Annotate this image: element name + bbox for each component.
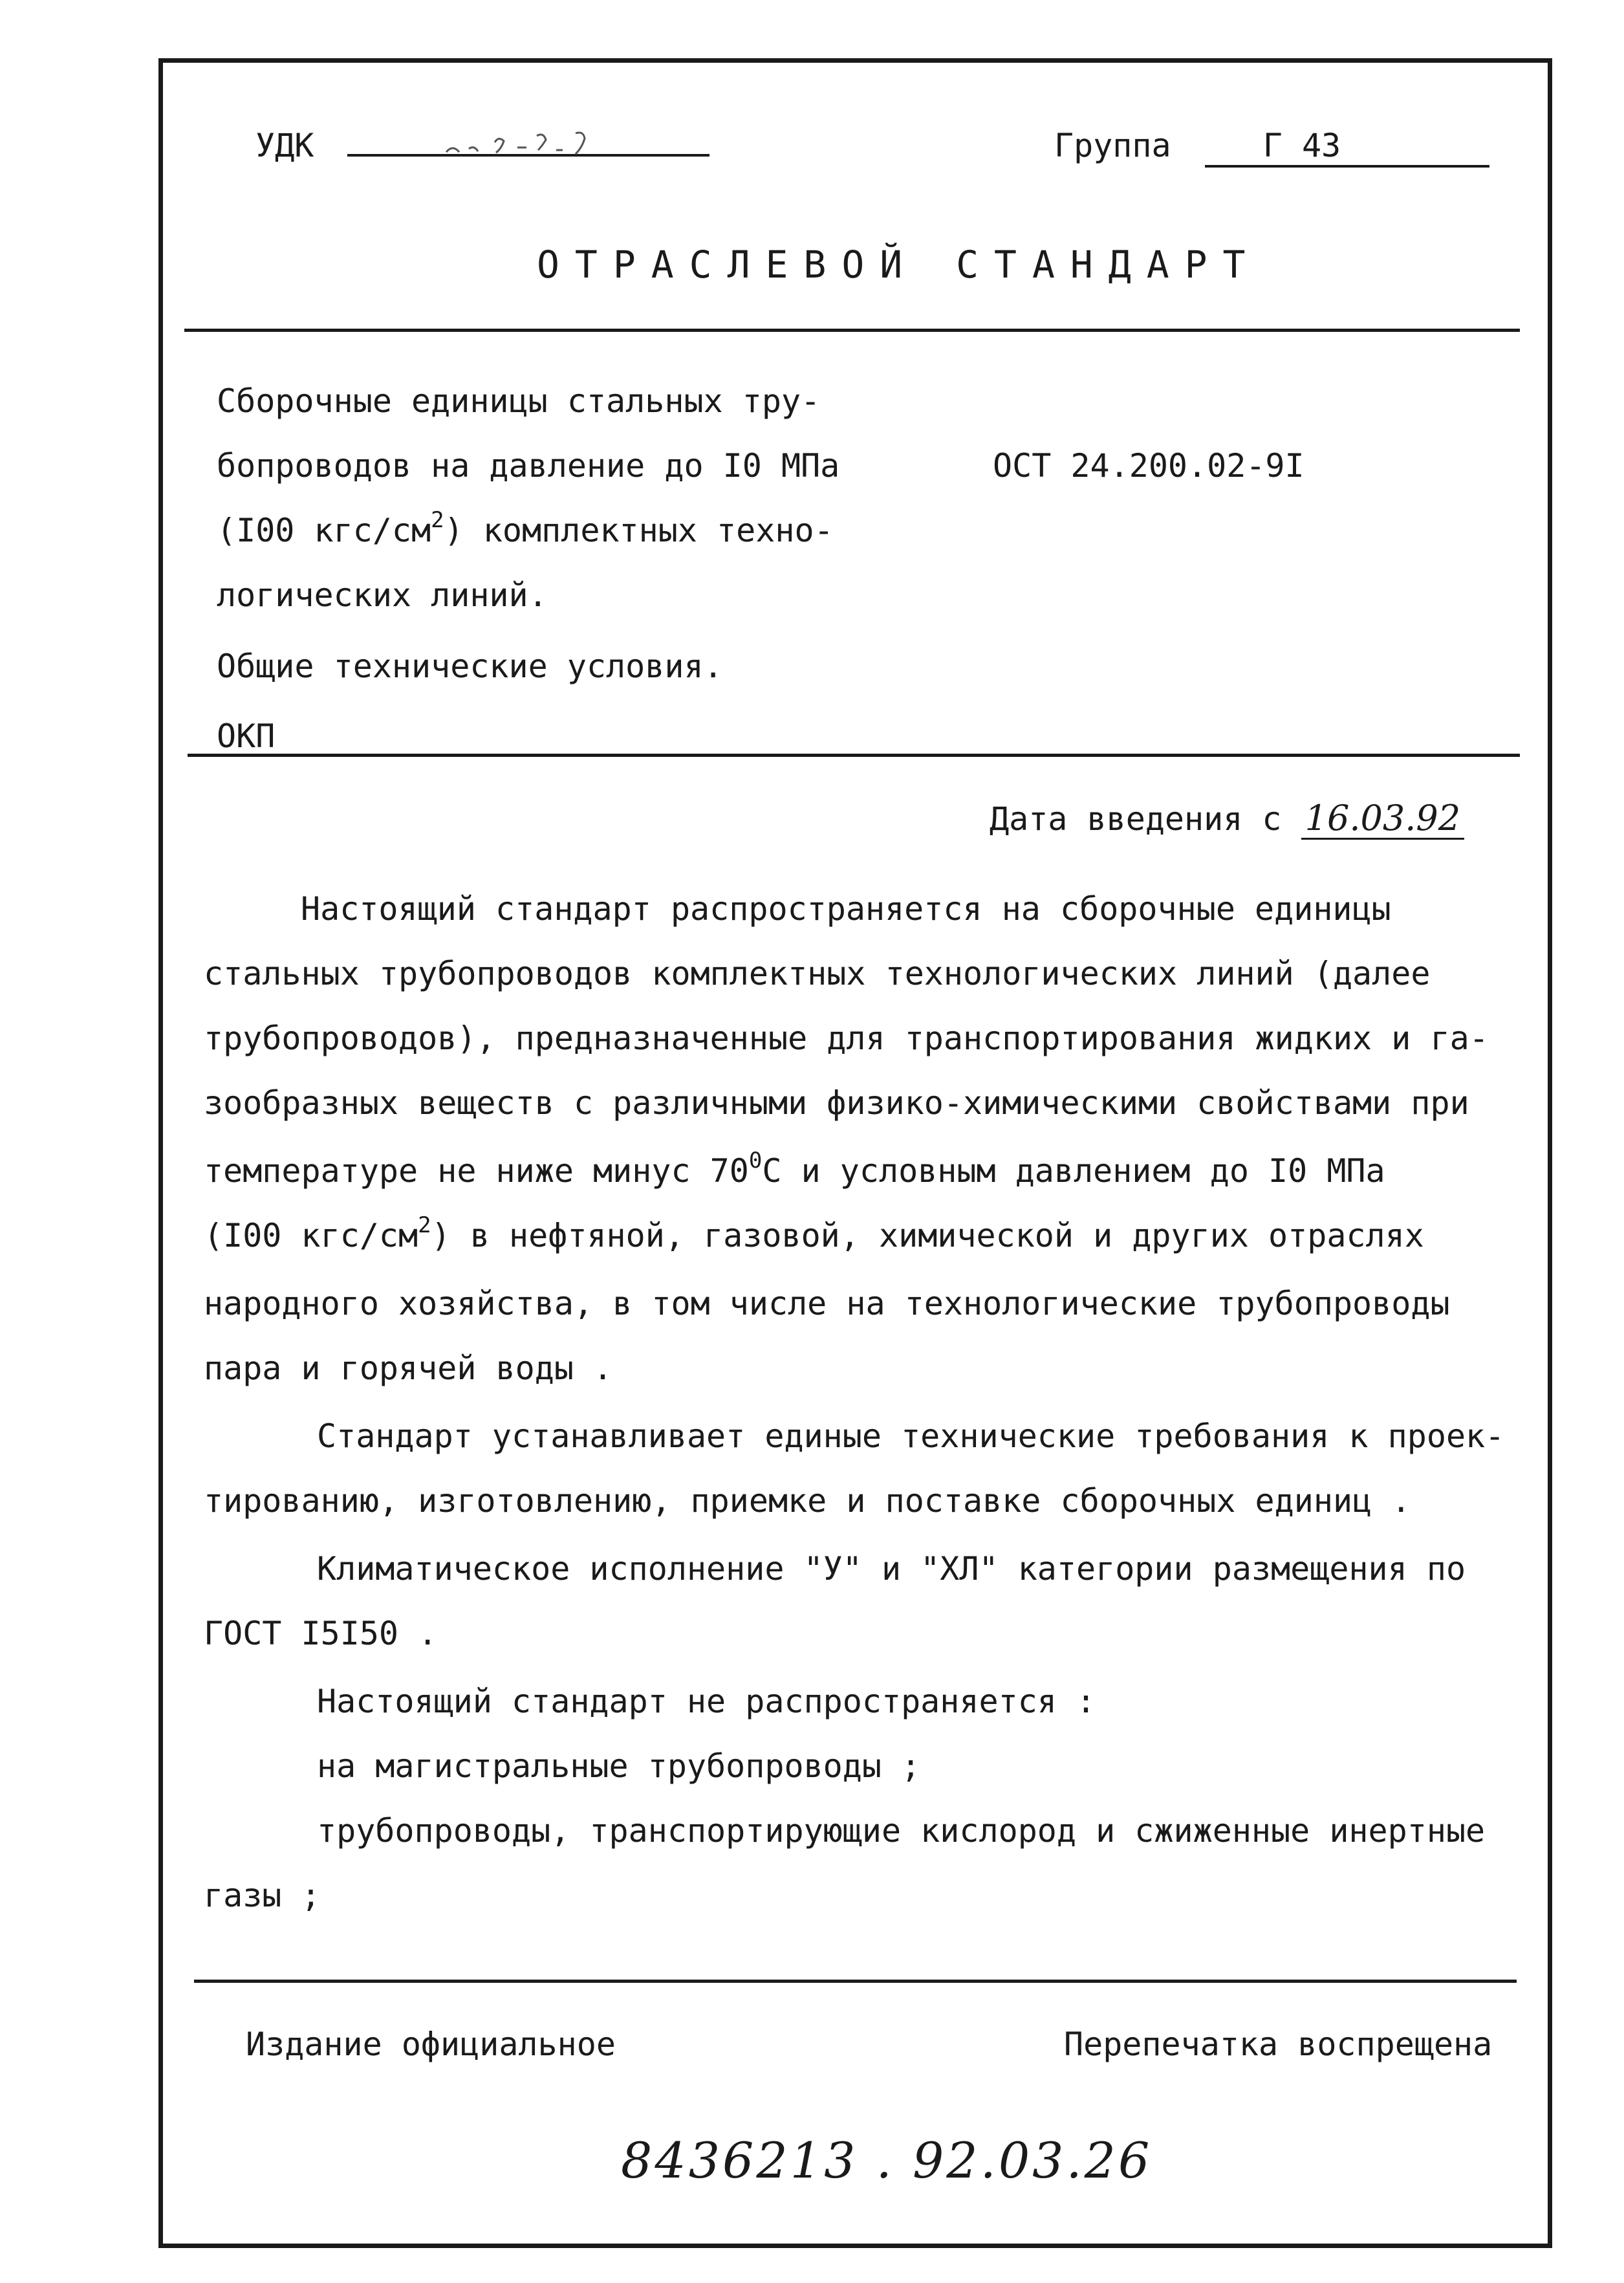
handwritten-registration: 8436213 . 92.03.26 xyxy=(621,2132,1153,2189)
header-rule xyxy=(184,329,1520,332)
designation-okp: ОКП xyxy=(217,717,276,755)
designation-title-line-2: бопроводов на давление до I0 МПа xyxy=(217,447,840,485)
effective-date-line xyxy=(990,799,1464,840)
standard-code: ОСТ 24.200.02-9I xyxy=(993,447,1305,485)
body-p1-line-7: народного хозяйства, в том числе на технологические трубопроводы xyxy=(204,1285,1450,1322)
body-p4-line-2: на магистральные трубопроводы ; xyxy=(317,1747,921,1785)
group-value: Г 43 xyxy=(1262,127,1341,164)
body-p3-line-1: Климатическое исполнение "У" и "ХЛ" категории размещения по xyxy=(317,1550,1466,1588)
footer-official-edition: Издание официальное xyxy=(246,2026,616,2063)
body-p1-line-4: зообразных веществ с различными физико-химическими свойствами при xyxy=(204,1084,1469,1122)
effective-date-label: Дата введения с xyxy=(990,800,1282,838)
group-line xyxy=(1054,126,1489,168)
body-p1-line-6: (I00 кгс/$см^2$) в нефтяной, газовой, химической и других отраслях xyxy=(204,1212,1424,1254)
body-p1-line-1: Настоящий стандарт распространяется на сборочные единицы xyxy=(301,890,1391,928)
body-p1-line-5: температуре не ниже минус $70^0С$ и условным давлением до I0 МПа xyxy=(204,1148,1385,1190)
body-p4-line-4: газы ; xyxy=(204,1877,321,1914)
udk-label: УДК xyxy=(255,127,314,164)
body-p4-line-1: Настоящий стандарт не распространяется : xyxy=(317,1683,1096,1720)
designation-title-line-3: (I00 кгс/$см^2$) комплектных техно- xyxy=(217,507,834,549)
document-title: ОТРАСЛЕВОЙ СТАНДАРТ xyxy=(537,243,1261,287)
body-p3-line-2: ГОСТ I5I50 . xyxy=(204,1615,438,1652)
footer-rule xyxy=(194,1980,1517,1983)
group-label: Группа xyxy=(1054,127,1171,164)
group-field xyxy=(1205,126,1489,168)
designation-title-line-4: логических линий. xyxy=(217,576,548,614)
body-p2-line-1: Стандарт устанавливает единые технические требования к проек- xyxy=(317,1417,1505,1455)
body-p1-line-3: трубопроводов), предназначенные для транспортирования жидких и га- xyxy=(204,1020,1489,1057)
superscript: 2 xyxy=(431,507,444,534)
body-p1-line-2: стальных трубопроводов комплектных технологических линий (далее xyxy=(204,955,1431,992)
superscript: 2 xyxy=(418,1212,431,1239)
designation-title-line-1: Сборочные единицы стальных тру- xyxy=(217,382,821,420)
body-p4-line-3: трубопроводы, транспортирующие кислород и сжиженные инертные xyxy=(317,1812,1486,1850)
designation-title-line-5: Общие технические условия. xyxy=(217,648,723,685)
designation-rule xyxy=(188,754,1520,757)
body-p2-line-2: тированию, изготовлению, приемке и поставке сборочных единиц . xyxy=(204,1482,1411,1520)
udk-scribble xyxy=(440,123,647,168)
effective-date-value: 16.03.92 xyxy=(1301,799,1464,840)
body-p1-line-8: пара и горячей воды . xyxy=(204,1349,613,1387)
footer-reprint-prohibited: Перепечатка воспрещена xyxy=(1064,2026,1493,2063)
degree-superscript: 0 xyxy=(748,1148,763,1174)
